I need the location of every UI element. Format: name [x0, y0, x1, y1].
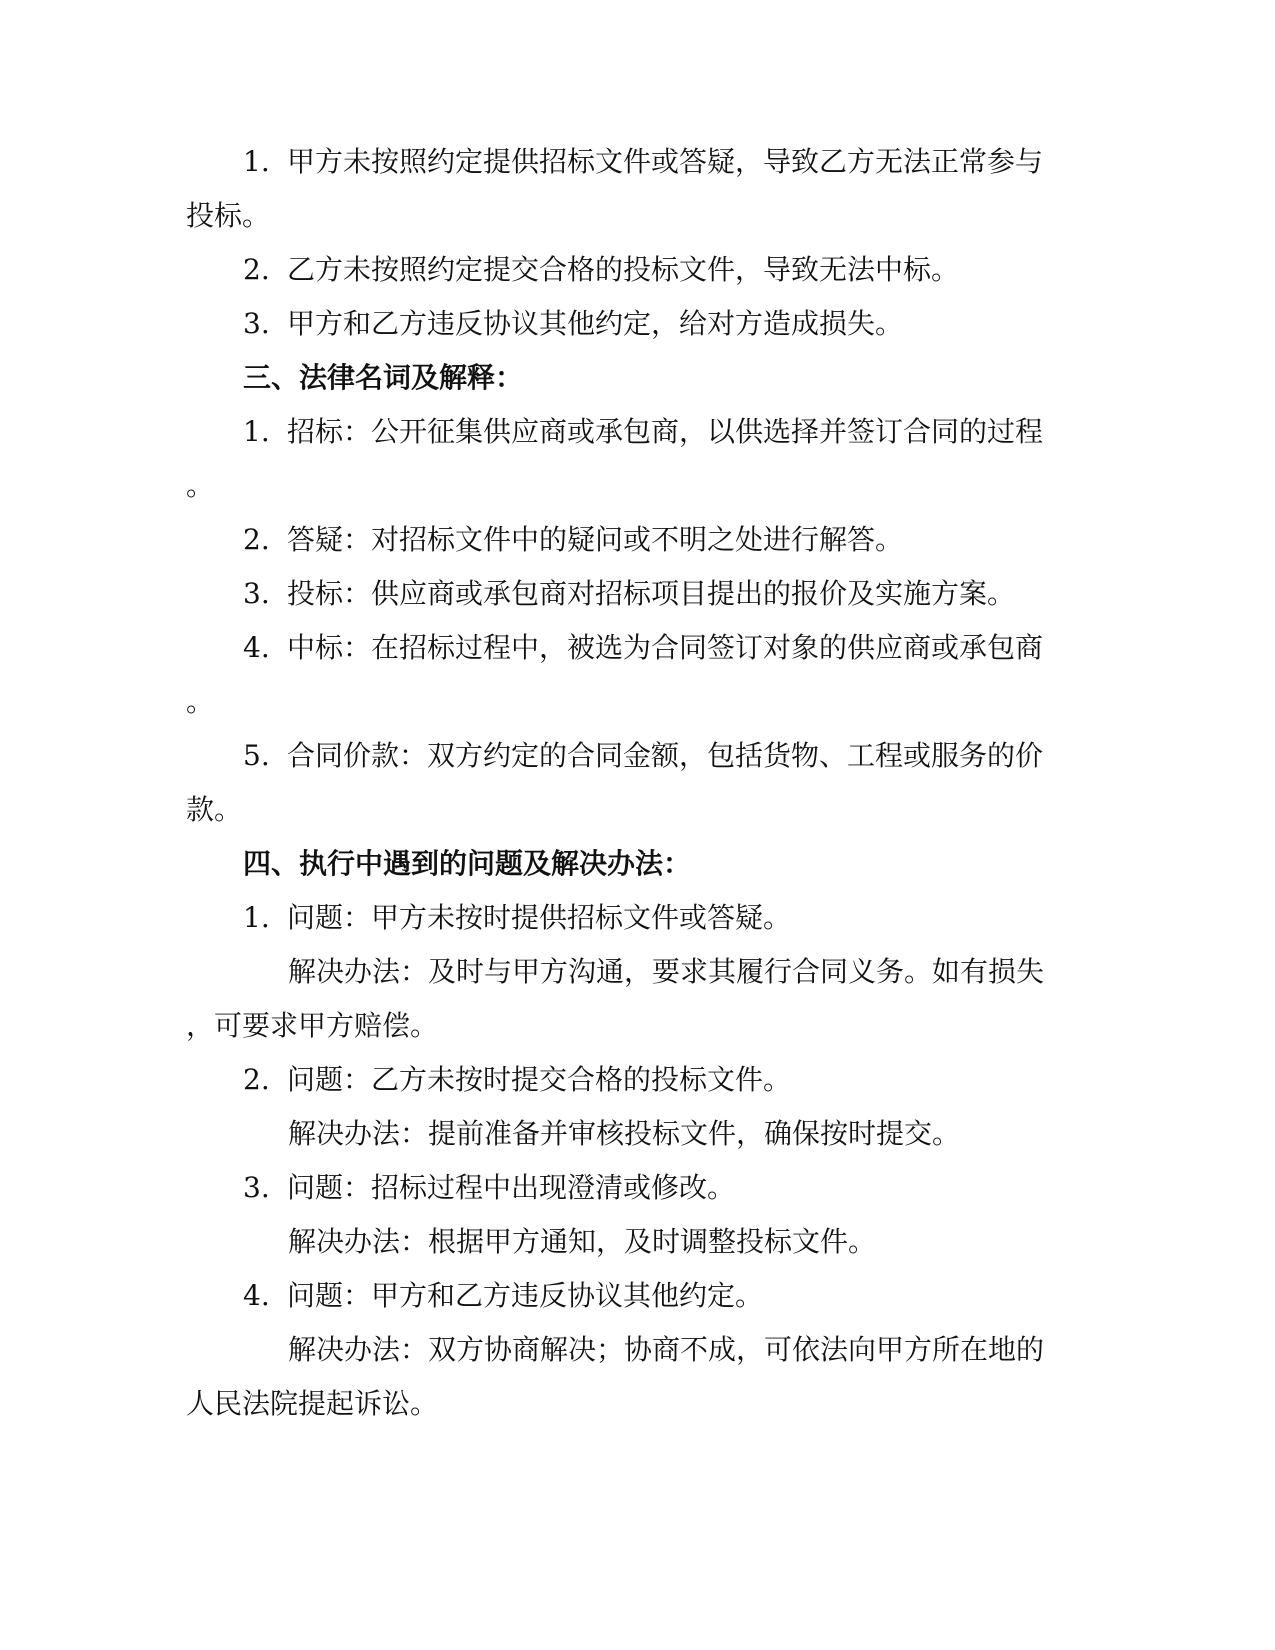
- solution-4: 解决办法：双方协商解决；协商不成，可依法向甲方所在地的: [288, 1333, 1045, 1366]
- item-text: 投标：供应商或承包商对招标项目提出的报价及实施方案。: [287, 577, 1016, 610]
- item-number: 3.: [243, 577, 270, 610]
- solution-1: 解决办法：及时与甲方沟通，要求其履行合同义务。如有损失: [288, 955, 1045, 988]
- term-item-5: [243, 739, 1044, 772]
- item-number: 2.: [243, 523, 270, 556]
- solution-4-continuation: 人民法院提起诉讼。: [186, 1387, 439, 1420]
- breach-item-3: [243, 307, 904, 340]
- item-number: 5.: [243, 739, 270, 772]
- item-text: 答疑：对招标文件中的疑问或不明之处进行解答。: [287, 523, 904, 556]
- item-number: 4.: [243, 631, 270, 664]
- item-number: 4.: [243, 1279, 270, 1312]
- breach-item-1: [243, 145, 1044, 178]
- term-item-1-continuation: 。: [186, 469, 215, 502]
- problem-item-2: [243, 1063, 792, 1096]
- solution-3: 解决办法：根据甲方通知，及时调整投标文件。: [288, 1225, 877, 1258]
- problem-item-3: [243, 1171, 736, 1204]
- item-number: 3.: [243, 1171, 270, 1204]
- item-text: 中标：在招标过程中，被选为合同签订对象的供应商或承包商: [287, 631, 1044, 664]
- item-text: 合同价款：双方约定的合同金额，包括货物、工程或服务的价: [287, 739, 1044, 772]
- term-item-4: [243, 631, 1044, 664]
- item-number: 1.: [243, 901, 270, 934]
- problem-text: 问题：甲方未按时提供招标文件或答疑。: [287, 901, 792, 934]
- item-text: 甲方和乙方违反协议其他约定，给对方造成损失。: [287, 307, 904, 340]
- breach-item-1-continuation: 投标。: [186, 199, 271, 232]
- item-number: 2.: [243, 253, 270, 286]
- item-text: 乙方未按照约定提交合格的投标文件，导致无法中标。: [287, 253, 960, 286]
- term-item-5-continuation: 款。: [186, 793, 243, 826]
- term-item-1: [243, 415, 1044, 448]
- breach-item-2: [243, 253, 960, 286]
- problem-text: 问题：乙方未按时提交合格的投标文件。: [287, 1063, 792, 1096]
- problem-text: 问题：甲方和乙方违反协议其他约定。: [287, 1279, 764, 1312]
- item-number: 1.: [243, 415, 270, 448]
- section-heading-problems-solutions: 四、执行中遇到的问题及解决办法：: [243, 847, 692, 880]
- problem-text: 问题：招标过程中出现澄清或修改。: [287, 1171, 736, 1204]
- item-text: 甲方未按照约定提供招标文件或答疑，导致乙方无法正常参与: [287, 145, 1044, 178]
- term-item-3: [243, 577, 1016, 610]
- item-number: 3.: [243, 307, 270, 340]
- term-item-2: [243, 523, 904, 556]
- item-number: 1.: [243, 145, 270, 178]
- problem-item-4: [243, 1279, 764, 1312]
- solution-1-continuation: ，可要求甲方赔偿。: [186, 1009, 439, 1042]
- item-number: 2.: [243, 1063, 270, 1096]
- section-heading-legal-terms: 三、法律名词及解释：: [243, 361, 524, 394]
- item-text: 招标：公开征集供应商或承包商，以供选择并签订合同的过程: [287, 415, 1044, 448]
- solution-2: 解决办法：提前准备并审核投标文件，确保按时提交。: [288, 1117, 961, 1150]
- term-item-4-continuation: 。: [186, 685, 215, 718]
- problem-item-1: [243, 901, 792, 934]
